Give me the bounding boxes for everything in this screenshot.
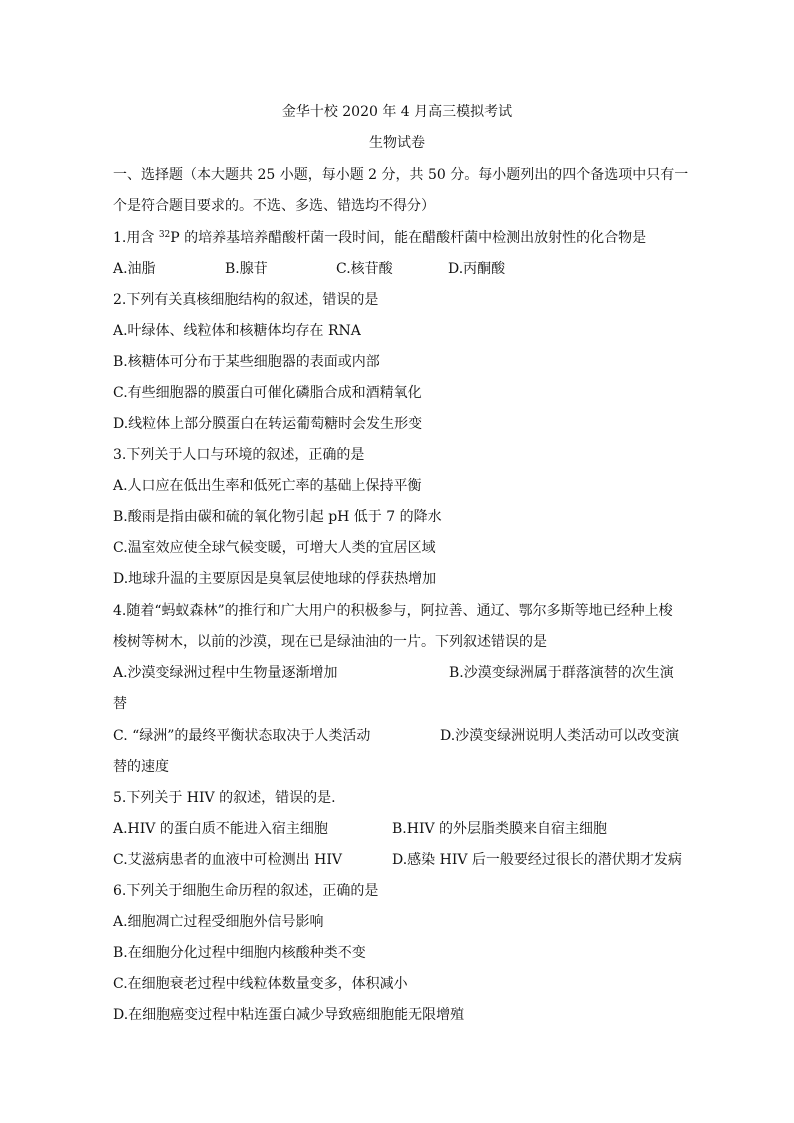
question-3-option-b: B.酸雨是指由碳和硫的氧化物引起 pH 低于 7 的降水 <box>113 509 442 525</box>
question-5-stem: 5.下列关于 HIV 的叙述，错误的是. <box>113 790 336 806</box>
question-1-isotope-superscript: 32 <box>158 230 171 240</box>
question-5-option-a: A.HIV 的蛋白质不能进入宿主细胞 <box>113 821 328 837</box>
question-5-option-c: C.艾滋病患者的血液中可检测出 HIV <box>113 852 342 868</box>
question-4-option-d-continued: 替的速度 <box>113 759 169 775</box>
question-5-option-b: B.HIV 的外层脂类膜来自宿主细胞 <box>392 821 608 837</box>
section-intro-line-2: 个是符合题目要求的。不选、多选、错选均不得分） <box>113 198 435 214</box>
question-2-stem: 2.下列有关真核细胞结构的叙述，错误的是 <box>113 292 379 308</box>
exam-title: 金华十校 2020 年 4 月高三模拟考试 <box>281 104 513 120</box>
question-2-option-c: C.有些细胞器的膜蛋白可催化磷脂合成和酒精氧化 <box>113 385 422 401</box>
question-3-stem: 3.下列关于人口与环境的叙述，正确的是 <box>113 447 365 463</box>
question-4-option-b-continued: 替 <box>113 696 127 712</box>
question-4-stem-line-2: 梭树等树木，以前的沙漠，现在已是绿油油的一片。下列叙述错误的是 <box>113 634 547 650</box>
question-1-option-c: C.核苷酸 <box>336 261 393 277</box>
question-1-option-b: B.腺苷 <box>225 261 268 277</box>
question-1-stem-prefix: 1.用含 <box>113 230 159 246</box>
question-4-option-b: B.沙漠变绿洲属于群落演替的次生演 <box>449 665 674 681</box>
question-2-option-b: B.核糖体可分布于某些细胞器的表面或内部 <box>113 354 380 370</box>
question-1-option-d: D.丙酮酸 <box>448 261 506 277</box>
question-2-option-d: D.线粒体上部分膜蛋白在转运葡萄糖时会发生形变 <box>113 416 423 432</box>
question-3-option-d: D.地球升温的主要原因是臭氧层使地球的俘获热增加 <box>113 571 437 587</box>
question-4-option-c: C. “绿洲”的最终平衡状态取决于人类活动 <box>113 728 371 744</box>
section-intro-line-1: 一、选择题（本大题共 25 小题，每小题 2 分，共 50 分。每小题列出的四个备选项中只有一 <box>113 167 689 183</box>
question-4-stem-line-1: 4.随着“蚂蚁森林”的推行和广大用户的积极参与，阿拉善、通辽、鄂尔多斯等地已经种上梭 <box>113 603 673 619</box>
question-6-option-b: B.在细胞分化过程中细胞内核酸种类不变 <box>113 945 366 961</box>
question-6-option-c: C.在细胞衰老过程中线粒体数量变多，体积减小 <box>113 976 408 992</box>
question-1-stem-suffix: P 的培养基培养醋酸杆菌一段时间，能在醋酸杆菌中检测出放射性的化合物是 <box>170 230 647 246</box>
question-3-option-c: C.温室效应使全球气候变暖，可增大人类的宜居区域 <box>113 540 436 556</box>
question-1-option-a: A.油脂 <box>113 261 156 277</box>
question-2-option-a: A.叶绿体、线粒体和核糖体均存在 RNA <box>113 323 361 339</box>
question-6-stem: 6.下列关于细胞生命历程的叙述，正确的是 <box>113 883 379 899</box>
question-6-option-a: A.细胞凋亡过程受细胞外信号影响 <box>113 914 324 930</box>
question-5-option-d: D.感染 HIV 后一般要经过很长的潜伏期才发病 <box>392 852 682 868</box>
question-1-stem <box>113 228 646 248</box>
exam-subtitle: 生物试卷 <box>369 135 425 151</box>
question-4-option-a: A.沙漠变绿洲过程中生物量逐渐增加 <box>113 665 338 681</box>
question-4-option-d: D.沙漠变绿洲说明人类活动可以改变演 <box>440 728 680 744</box>
question-6-option-d: D.在细胞癌变过程中粘连蛋白减少导致癌细胞能无限增殖 <box>113 1007 465 1023</box>
question-3-option-a: A.人口应在低出生率和低死亡率的基础上保持平衡 <box>113 478 422 494</box>
